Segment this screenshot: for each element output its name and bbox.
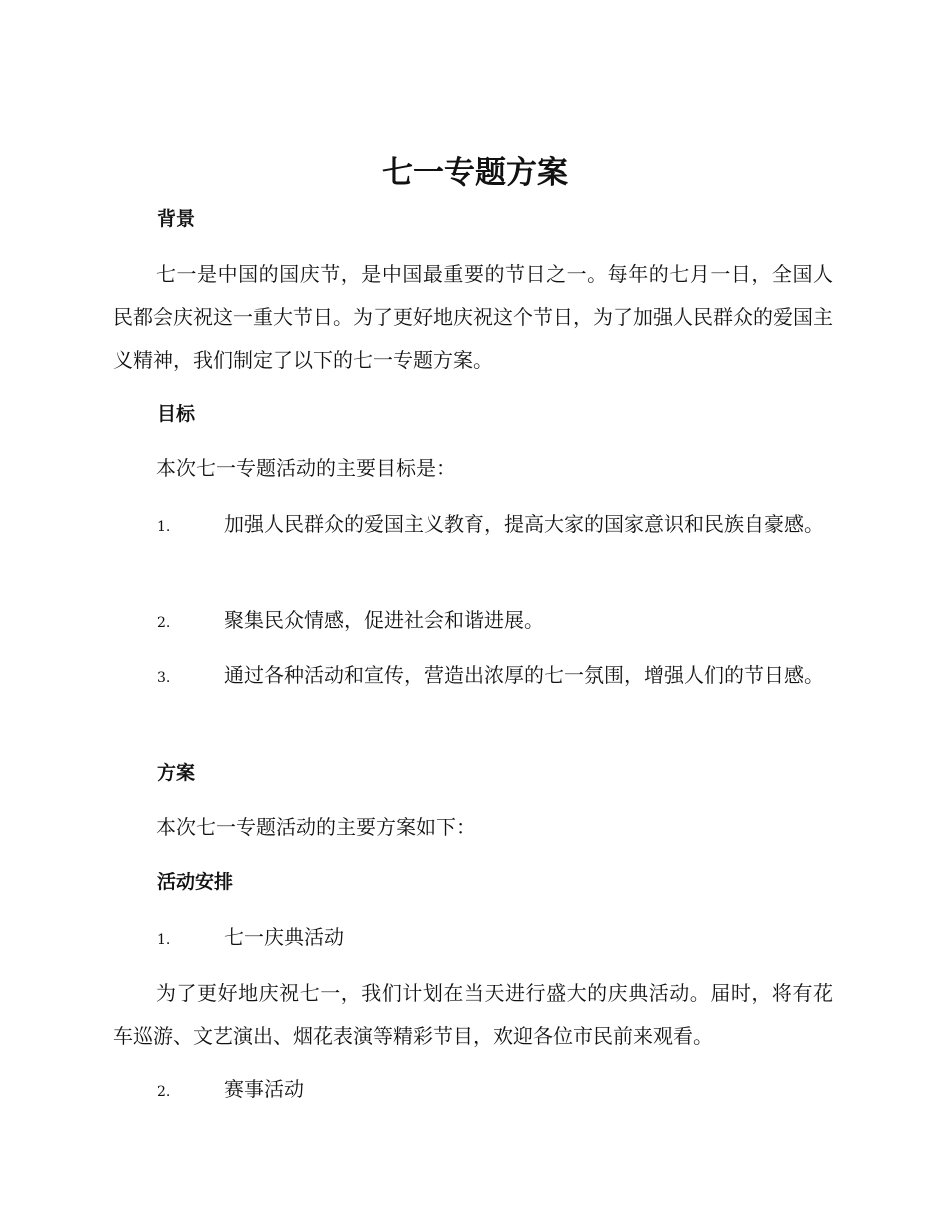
plan-intro: 本次七一专题活动的主要方案如下： (156, 815, 476, 839)
goal-item-3 (113, 654, 833, 700)
activity-item-1 (113, 916, 833, 962)
activity-item-text: 七一庆典活动 (224, 925, 344, 949)
goals-intro: 本次七一专题活动的主要目标是： (156, 456, 456, 480)
section-heading-plan: 方案 (157, 762, 196, 784)
document-title: 七一专题方案 (382, 155, 568, 191)
activity-1-description: 为了更好地庆祝七一，我们计划在当天进行盛大的庆典活动。届时，将有花车巡游、文艺演出、烟花表演等精彩节目，欢迎各位市民前来观看。 (113, 981, 833, 1048)
activity-item-number: 1. (157, 932, 171, 948)
subheading-activity-arrangement: 活动安排 (157, 871, 234, 893)
goal-item-number: 3. (157, 670, 171, 686)
activity-item-text: 赛事活动 (224, 1077, 304, 1101)
section-heading-goals: 目标 (157, 403, 196, 425)
goal-item-2 (113, 599, 833, 645)
goal-item-number: 2. (157, 615, 171, 631)
goal-item-text: 加强人民群众的爱国主义教育，提高大家的国家意识和民族自豪感。 (224, 512, 824, 536)
goal-item-text: 通过各种活动和宣传，营造出浓厚的七一氛围，增强人们的节日感。 (224, 663, 824, 687)
goal-item-text: 聚集民众情感，促进社会和谐进展。 (224, 608, 544, 632)
background-paragraph: 七一是中国的国庆节，是中国最重要的节日之一。每年的七月一日，全国人民都会庆祝这一重大节日。为了更好地庆祝这个节日，为了加强人民群众的爱国主义精神，我们制定了以下的七一专题方案。 (113, 262, 833, 372)
section-heading-background: 背景 (157, 208, 196, 230)
goal-item-number: 1. (157, 519, 171, 535)
goal-item-1 (113, 503, 833, 549)
activity-item-number: 2. (157, 1084, 171, 1100)
activity-item-2 (113, 1068, 833, 1114)
